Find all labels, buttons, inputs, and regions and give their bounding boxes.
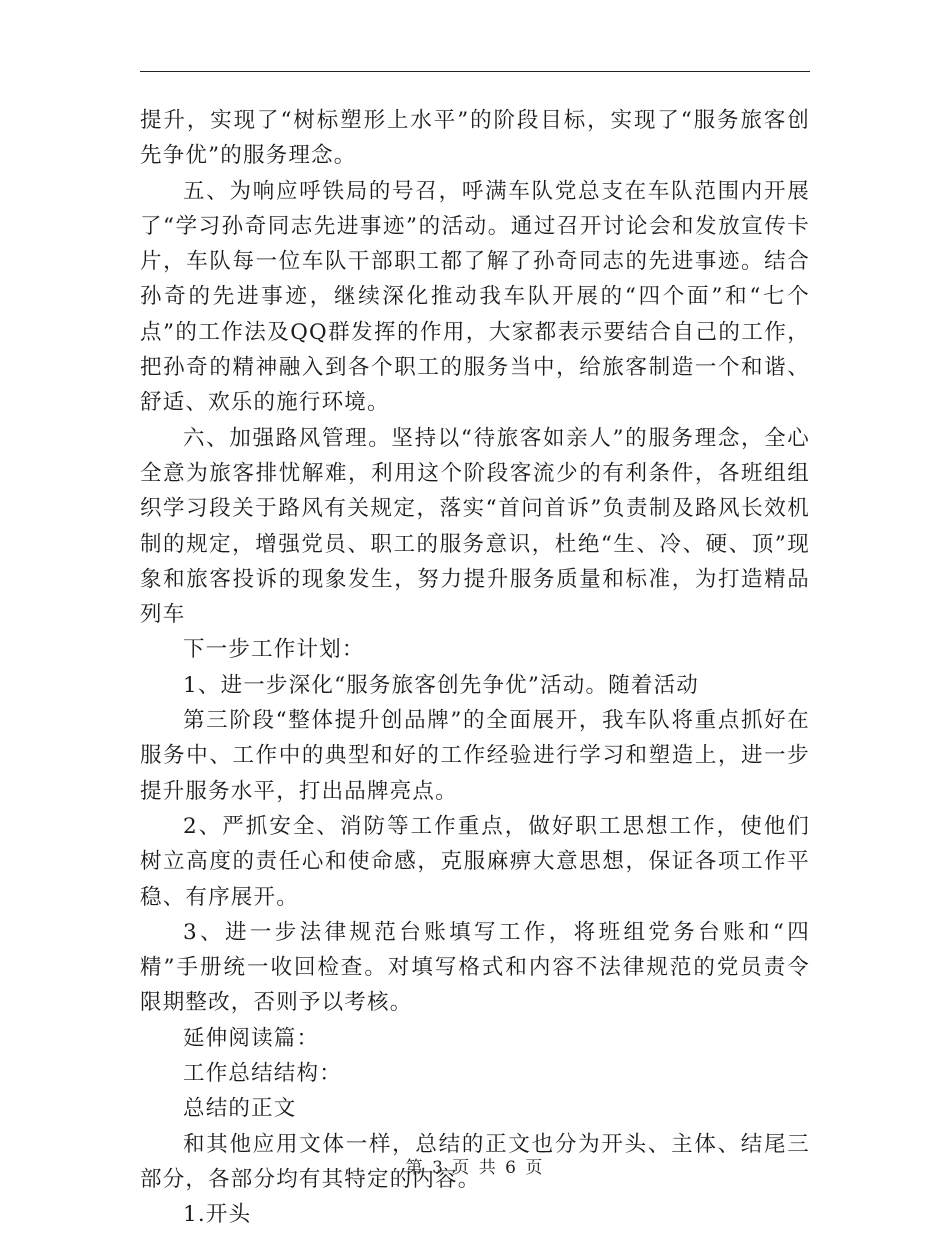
paragraph-next-plan-heading: 下一步工作计划：	[183, 637, 365, 663]
page-number-footer: 第 3 页 共 6 页	[405, 1158, 545, 1178]
header-rule	[140, 71, 810, 72]
paragraph-plan-item-2: 2、严抓安全、消防等工作重点，做好职工思想工作，使他们树立高度的责任心和使命感，克服麻痹大意思想，保证各项工作平稳、有序展开。	[140, 813, 810, 910]
paragraph-extended-reading: 延伸阅读篇：	[183, 1025, 320, 1051]
paragraph-continuation: 提升，实现了“树标塑形上水平”的阶段目标，实现了“服务旅客创先争优”的服务理念。	[140, 108, 810, 169]
document-body	[140, 103, 810, 1233]
paragraph-plan-item-1-continued: 第三阶段“整体提升创品牌”的全面展开，我车队将重点抓好在服务中、工作中的典型和好的工作经验进行学习和塑造上，进一步提升服务水平，打出品牌亮点。	[140, 708, 810, 804]
paragraph-structure-heading: 工作总结结构：	[183, 1061, 342, 1087]
paragraph-item-five: 五、为响应呼铁局的号召，呼满车队党总支在车队范围内开展了“学习孙奇同志先进事迹”的活动。通过召开讨论会和发放宣传卡片，车队每一位车队干部职工都了解了孙奇同志的先进事迹。结合孙奇的先进事迹，继续深化推动我车队开展的“四个面”和“七个点”的工作法及QQ群发挥的作用，大家都表示要结合自己的工作，把孙奇的精神融入到各个职工的服务当中，给旅客制造一个和谐、舒适、欢乐的施行环境。	[140, 178, 810, 416]
paragraph-body-title: 总结的正文	[183, 1096, 297, 1122]
paragraph-plan-item-1: 1、进一步深化“服务旅客创先争优”活动。随着活动	[183, 672, 699, 698]
paragraph-opening-heading: 1.开头	[183, 1202, 252, 1228]
paragraph-body-description: 和其他应用文体一样，总结的正文也分为开头、主体、结尾三部分，各部分均有其特定的内容。	[140, 1131, 810, 1192]
paragraph-plan-item-3: 3、进一步法律规范台账填写工作，将班组党务台账和“四精”手册统一收回检查。对填写格式和内容不法律规范的党员责令限期整改，否则予以考核。	[140, 919, 810, 1016]
paragraph-item-six: 六、加强路风管理。坚持以“待旅客如亲人”的服务理念，全心全意为旅客排忧解难，利用这个阶段客流少的有利条件，各班组组织学习段关于路风有关规定，落实“首问首诉”负责制及路风长效机制的规定，增强党员、职工的服务意识，杜绝“生、冷、硬、顶”现象和旅客投诉的现象发生，努力提升服务质量和标准，为打造精品列车	[140, 425, 810, 628]
